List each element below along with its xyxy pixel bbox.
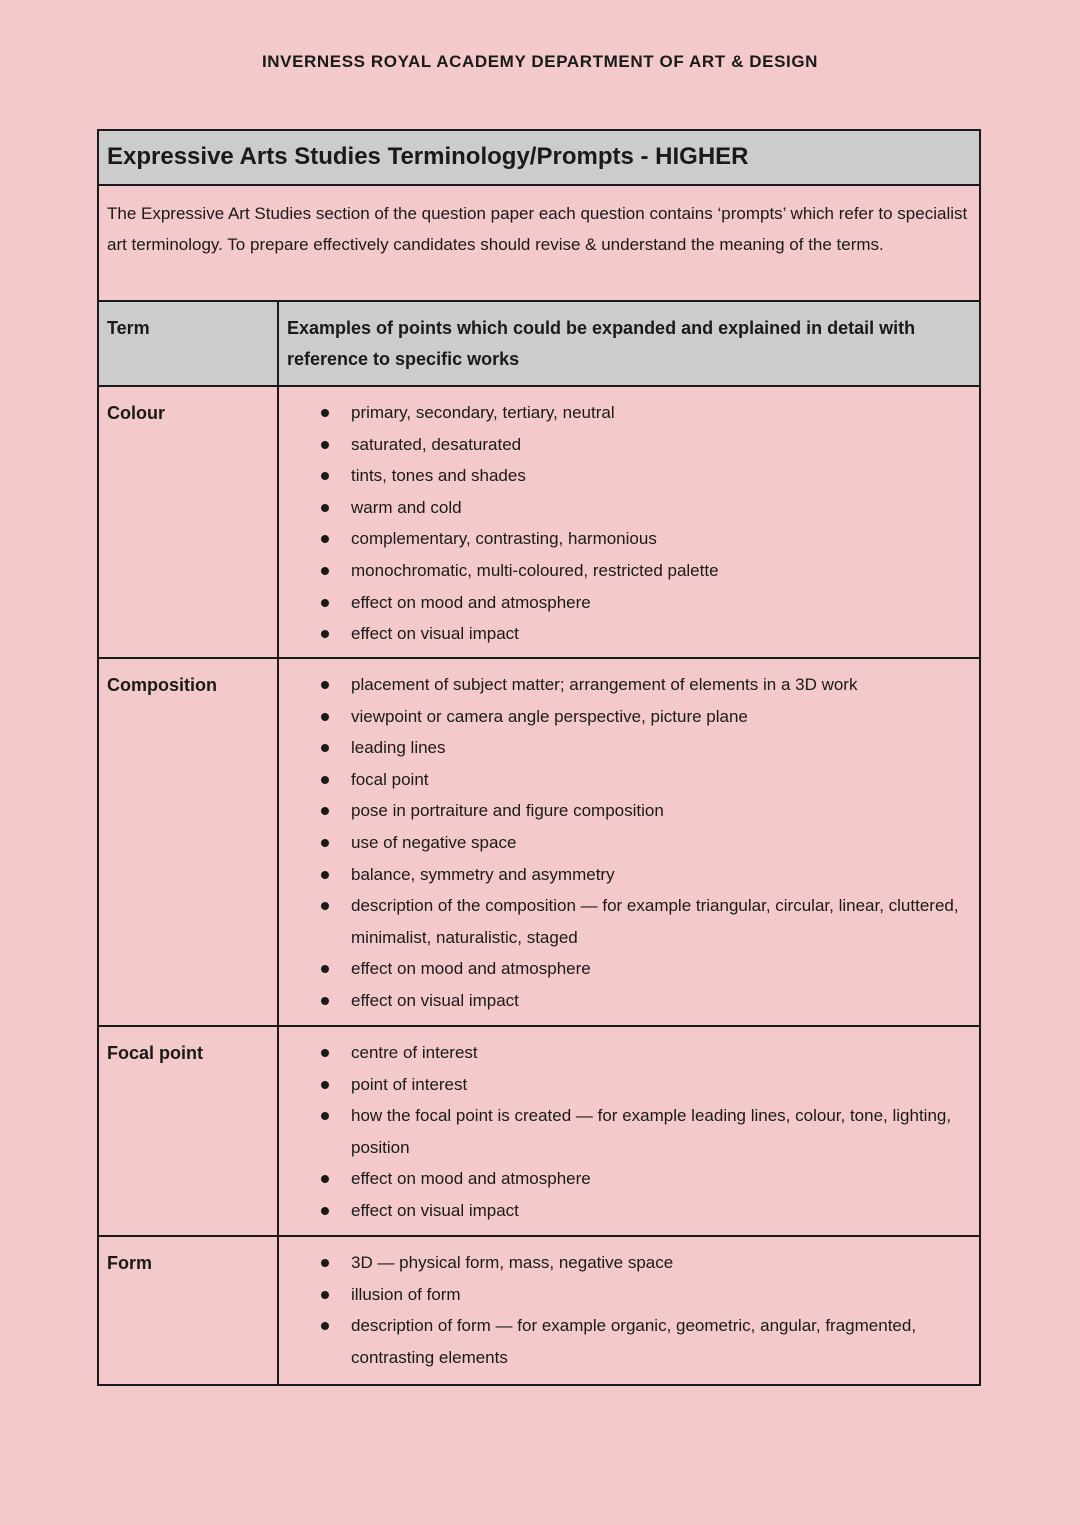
list-item: description of form — for example organic, geometric, angular, fragmented, contrasting elements [351,1310,971,1373]
terminology-table [97,129,981,1386]
points-focal-point [279,1027,979,1235]
table-row-composition [99,659,979,1027]
list-item: viewpoint or camera angle perspective, picture plane [351,701,971,733]
list-item: complementary, contrasting, harmonious [351,523,971,555]
table-row-form [99,1237,979,1384]
intro-text: The Expressive Art Studies section of the question paper each question contains ‘prompts’ which refer to specialist art terminology. To prepare effectively candidates should revise & understand the meaning of the terms. [99,186,979,302]
list-item: focal point [351,764,971,796]
list-item: how the focal point is created — for example leading lines, colour, tone, lighting, position [351,1100,971,1163]
list-item: effect on visual impact [351,1195,971,1227]
list-item: placement of subject matter; arrangement of elements in a 3D work [351,669,971,701]
term-colour: Colour [99,387,279,657]
list-item: balance, symmetry and asymmetry [351,859,971,891]
term-composition: Composition [99,659,279,1025]
column-header-examples: Examples of points which could be expanded and explained in detail with reference to specific works [287,318,916,369]
points-colour [279,387,979,657]
list-item: effect on mood and atmosphere [351,953,971,985]
list-item: effect on visual impact [351,618,971,650]
term-focal-point: Focal point [99,1027,279,1235]
list-item: monochromatic, multi-coloured, restricted palette [351,555,971,587]
list-item: tints, tones and shades [351,460,971,492]
points-composition [279,659,979,1025]
points-form [279,1237,979,1384]
table-row-focal-point [99,1027,979,1237]
list-item: use of negative space [351,827,971,859]
table-title: Expressive Arts Studies Terminology/Prompts - HIGHER [99,131,979,186]
list-item: description of the composition — for example triangular, circular, linear, cluttered, minimalist, naturalistic, staged [351,890,971,953]
list-item: point of interest [351,1069,971,1101]
table-header-row [99,302,979,387]
list-item: saturated, desaturated [351,429,971,461]
list-item: 3D — physical form, mass, negative space [351,1247,971,1279]
list-item: primary, secondary, tertiary, neutral [351,397,971,429]
column-header-term: Term [99,302,279,385]
document-header: INVERNESS ROYAL ACADEMY DEPARTMENT OF ART & DESIGN [261,52,819,71]
list-item: illusion of form [351,1279,971,1311]
list-item: leading lines [351,732,971,764]
term-form: Form [99,1237,279,1384]
list-item: pose in portraiture and figure composition [351,795,971,827]
list-item: effect on visual impact [351,985,971,1017]
table-row-colour [99,387,979,659]
list-item: warm and cold [351,492,971,524]
list-item: effect on mood and atmosphere [351,1163,971,1195]
list-item: centre of interest [351,1037,971,1069]
list-item: effect on mood and atmosphere [351,587,971,619]
